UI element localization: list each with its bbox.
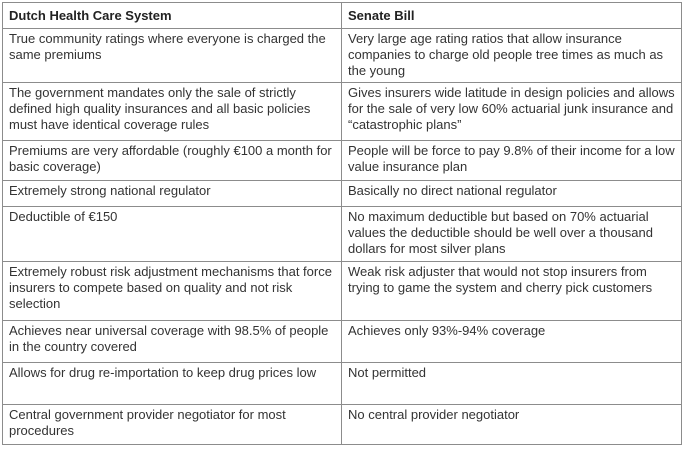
senate-cell: Basically no direct national regulator — [342, 181, 682, 207]
senate-cell: No maximum deductible but based on 70% actuarial values the deductible should be well over a thousand dollars for most silver plans — [342, 207, 682, 262]
dutch-cell: Extremely robust risk adjustment mechanisms that force insurers to compete based on quality and not risk selection — [3, 262, 342, 321]
dutch-cell: Achieves near universal coverage with 98.5% of people in the country covered — [3, 321, 342, 363]
table-row — [3, 321, 682, 363]
dutch-cell: Deductible of €150 — [3, 207, 342, 262]
dutch-cell: Extremely strong national regulator — [3, 181, 342, 207]
table-row — [3, 363, 682, 405]
senate-cell: Very large age rating ratios that allow insurance companies to charge old people tree times as much as the young — [342, 29, 682, 83]
column-header-senate: Senate Bill — [342, 3, 682, 29]
senate-cell: Not permitted — [342, 363, 682, 405]
dutch-cell: Allows for drug re-importation to keep drug prices low — [3, 363, 342, 405]
table-row — [3, 83, 682, 141]
dutch-cell: The government mandates only the sale of strictly defined high quality insurances and all basic policies must have identical coverage rules — [3, 83, 342, 141]
dutch-cell: Central government provider negotiator for most procedures — [3, 405, 342, 445]
table-row — [3, 405, 682, 445]
senate-cell: Weak risk adjuster that would not stop insurers from trying to game the system and cherry pick customers — [342, 262, 682, 321]
dutch-cell: Premiums are very affordable (roughly €100 a month for basic coverage) — [3, 141, 342, 181]
senate-cell: Gives insurers wide latitude in design policies and allows for the sale of very low 60% actuarial junk insurance and “catastrophic plans” — [342, 83, 682, 141]
senate-cell: Achieves only 93%-94% coverage — [342, 321, 682, 363]
senate-cell: People will be force to pay 9.8% of their income for a low value insurance plan — [342, 141, 682, 181]
table-header-row — [3, 3, 682, 29]
table-row — [3, 262, 682, 321]
table-row — [3, 29, 682, 83]
table-row — [3, 181, 682, 207]
senate-cell: No central provider negotiator — [342, 405, 682, 445]
comparison-table — [2, 2, 682, 445]
dutch-cell: True community ratings where everyone is charged the same premiums — [3, 29, 342, 83]
table-row — [3, 141, 682, 181]
table-row — [3, 207, 682, 262]
column-header-dutch: Dutch Health Care System — [3, 3, 342, 29]
